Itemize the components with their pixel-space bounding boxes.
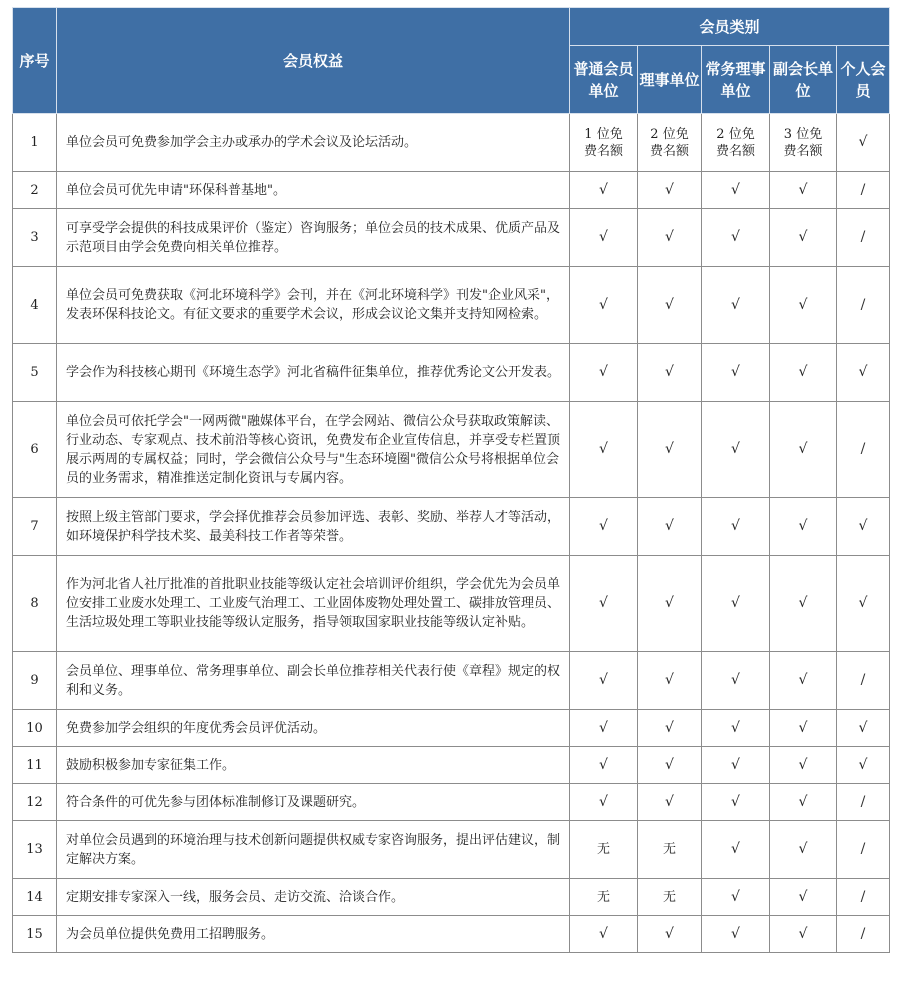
checkmark-icon: √ xyxy=(770,784,837,821)
checkmark-icon: √ xyxy=(702,784,770,821)
header-category-director-unit: 理事单位 xyxy=(638,46,702,114)
table-header xyxy=(13,8,890,114)
checkmark-icon: √ xyxy=(570,209,638,267)
checkmark-icon: √ xyxy=(638,402,702,498)
checkmark-icon: √ xyxy=(638,652,702,710)
checkmark-icon: √ xyxy=(770,879,837,916)
checkmark-icon: √ xyxy=(770,267,837,344)
checkmark-icon: √ xyxy=(638,710,702,747)
row-number: 6 xyxy=(13,402,57,498)
table-row xyxy=(13,402,890,498)
checkmark-icon: √ xyxy=(837,498,890,556)
row-number: 9 xyxy=(13,652,57,710)
row-number: 7 xyxy=(13,498,57,556)
table-body xyxy=(13,114,890,953)
checkmark-icon: √ xyxy=(702,556,770,652)
checkmark-icon: √ xyxy=(570,747,638,784)
header-seq: 序号 xyxy=(13,8,57,114)
table-row xyxy=(13,652,890,710)
checkmark-icon: √ xyxy=(638,267,702,344)
header-category-individual: 个人会员 xyxy=(837,46,890,114)
checkmark-icon: √ xyxy=(702,747,770,784)
benefit-description: 会员单位、理事单位、常务理事单位、副会长单位推荐相关代表行使《章程》规定的权利和义务。 xyxy=(57,652,570,710)
checkmark-icon: √ xyxy=(702,916,770,953)
checkmark-icon: √ xyxy=(770,209,837,267)
checkmark-icon: √ xyxy=(770,916,837,953)
table-row xyxy=(13,267,890,344)
benefit-description: 学会作为科技核心期刊《环境生态学》河北省稿件征集单位，推荐优秀论文公开发表。 xyxy=(57,344,570,402)
table-row xyxy=(13,879,890,916)
slash-icon: / xyxy=(837,784,890,821)
checkmark-icon: √ xyxy=(638,344,702,402)
checkmark-icon: √ xyxy=(702,652,770,710)
benefit-description: 定期安排专家深入一线，服务会员、走访交流、洽谈合作。 xyxy=(57,879,570,916)
benefit-description: 单位会员可优先申请"环保科普基地"。 xyxy=(57,172,570,209)
checkmark-icon: √ xyxy=(837,556,890,652)
checkmark-icon: √ xyxy=(702,209,770,267)
row-number: 8 xyxy=(13,556,57,652)
text-mark: 2 位免费名额 xyxy=(702,114,770,172)
checkmark-icon: √ xyxy=(570,344,638,402)
row-number: 4 xyxy=(13,267,57,344)
checkmark-icon: √ xyxy=(770,556,837,652)
table-row xyxy=(13,916,890,953)
checkmark-icon: √ xyxy=(770,344,837,402)
checkmark-icon: √ xyxy=(638,556,702,652)
table-row xyxy=(13,556,890,652)
checkmark-icon: √ xyxy=(638,172,702,209)
row-number: 15 xyxy=(13,916,57,953)
benefit-description: 可享受学会提供的科技成果评价（鉴定）咨询服务；单位会员的技术成果、优质产品及示范项目由学会免费向相关单位推荐。 xyxy=(57,209,570,267)
benefits-table-container xyxy=(12,7,890,953)
checkmark-icon: √ xyxy=(570,916,638,953)
row-number: 12 xyxy=(13,784,57,821)
checkmark-icon: √ xyxy=(770,710,837,747)
checkmark-icon: √ xyxy=(570,556,638,652)
table-row xyxy=(13,784,890,821)
checkmark-icon: √ xyxy=(702,172,770,209)
checkmark-icon: √ xyxy=(702,402,770,498)
table-row xyxy=(13,498,890,556)
text-mark: 3 位免费名额 xyxy=(770,114,837,172)
text-mark: 无 xyxy=(570,879,638,916)
checkmark-icon: √ xyxy=(570,652,638,710)
membership-benefits-table xyxy=(12,7,890,953)
row-number: 14 xyxy=(13,879,57,916)
checkmark-icon: √ xyxy=(770,172,837,209)
checkmark-icon: √ xyxy=(770,747,837,784)
slash-icon: / xyxy=(837,821,890,879)
checkmark-icon: √ xyxy=(570,710,638,747)
benefit-description: 单位会员可免费获取《河北环境科学》会刊，并在《河北环境科学》刊发"企业风采"，发表环保科技论文。有征文要求的重要学术会议，形成会议论文集并支持知网检索。 xyxy=(57,267,570,344)
checkmark-icon: √ xyxy=(837,344,890,402)
table-row xyxy=(13,209,890,267)
text-mark: 2 位免费名额 xyxy=(638,114,702,172)
checkmark-icon: √ xyxy=(702,267,770,344)
benefit-description: 为会员单位提供免费用工招聘服务。 xyxy=(57,916,570,953)
checkmark-icon: √ xyxy=(770,498,837,556)
row-number: 13 xyxy=(13,821,57,879)
checkmark-icon: √ xyxy=(570,172,638,209)
text-mark: 无 xyxy=(570,821,638,879)
slash-icon: / xyxy=(837,916,890,953)
checkmark-icon: √ xyxy=(770,402,837,498)
header-category-standing-director-unit: 常务理事单位 xyxy=(702,46,770,114)
row-number: 11 xyxy=(13,747,57,784)
benefit-description: 符合条件的可优先参与团体标准制修订及课题研究。 xyxy=(57,784,570,821)
row-number: 5 xyxy=(13,344,57,402)
row-number: 2 xyxy=(13,172,57,209)
header-category: 会员类别 xyxy=(570,8,890,46)
slash-icon: / xyxy=(837,402,890,498)
table-row xyxy=(13,821,890,879)
benefit-description: 单位会员可依托学会"一网两微"融媒体平台，在学会网站、微信公众号获取政策解读、行业动态、专家观点、技术前沿等核心资讯，免费发布企业宣传信息，并享受专栏置顶展示两周的专属权益；同时，学会微信公众号与"生态环境圈"微信公众号将根据单位会员的业务需求，精准推送定制化资讯与专属内容。 xyxy=(57,402,570,498)
text-mark: 无 xyxy=(638,879,702,916)
row-number: 3 xyxy=(13,209,57,267)
checkmark-icon: √ xyxy=(638,498,702,556)
checkmark-icon: √ xyxy=(770,821,837,879)
table-row xyxy=(13,172,890,209)
benefit-description: 作为河北省人社厅批准的首批职业技能等级认定社会培训评价组织，学会优先为会员单位安排工业废水处理工、工业废气治理工、工业固体废物处理处置工、碳排放管理员、生活垃圾处理工等职业技能等级认定服务，指导领取国家职业技能等级认定补贴。 xyxy=(57,556,570,652)
checkmark-icon: √ xyxy=(702,821,770,879)
table-row xyxy=(13,710,890,747)
checkmark-icon: √ xyxy=(570,267,638,344)
benefit-description: 按照上级主管部门要求，学会择优推荐会员参加评选、表彰、奖励、举荐人才等活动，如环境保护科学技术奖、最美科技工作者等荣誉。 xyxy=(57,498,570,556)
checkmark-icon: √ xyxy=(638,747,702,784)
benefit-description: 对单位会员遇到的环境治理与技术创新问题提供权威专家咨询服务，提出评估建议，制定解决方案。 xyxy=(57,821,570,879)
benefit-description: 免费参加学会组织的年度优秀会员评优活动。 xyxy=(57,710,570,747)
checkmark-icon: √ xyxy=(702,498,770,556)
checkmark-icon: √ xyxy=(837,114,890,172)
header-benefits: 会员权益 xyxy=(57,8,570,114)
checkmark-icon: √ xyxy=(837,710,890,747)
checkmark-icon: √ xyxy=(638,209,702,267)
table-row xyxy=(13,747,890,784)
text-mark: 无 xyxy=(638,821,702,879)
header-category-regular-unit: 普通会员单位 xyxy=(570,46,638,114)
row-number: 1 xyxy=(13,114,57,172)
table-row xyxy=(13,114,890,172)
checkmark-icon: √ xyxy=(638,784,702,821)
checkmark-icon: √ xyxy=(702,879,770,916)
benefit-description: 鼓励积极参加专家征集工作。 xyxy=(57,747,570,784)
checkmark-icon: √ xyxy=(770,652,837,710)
checkmark-icon: √ xyxy=(702,710,770,747)
table-row xyxy=(13,344,890,402)
checkmark-icon: √ xyxy=(570,498,638,556)
slash-icon: / xyxy=(837,209,890,267)
checkmark-icon: √ xyxy=(702,344,770,402)
slash-icon: / xyxy=(837,172,890,209)
header-category-vice-president-unit: 副会长单位 xyxy=(770,46,837,114)
checkmark-icon: √ xyxy=(570,784,638,821)
slash-icon: / xyxy=(837,879,890,916)
text-mark: 1 位免费名额 xyxy=(570,114,638,172)
slash-icon: / xyxy=(837,267,890,344)
slash-icon: / xyxy=(837,652,890,710)
benefit-description: 单位会员可免费参加学会主办或承办的学术会议及论坛活动。 xyxy=(57,114,570,172)
row-number: 10 xyxy=(13,710,57,747)
checkmark-icon: √ xyxy=(638,916,702,953)
checkmark-icon: √ xyxy=(570,402,638,498)
checkmark-icon: √ xyxy=(837,747,890,784)
